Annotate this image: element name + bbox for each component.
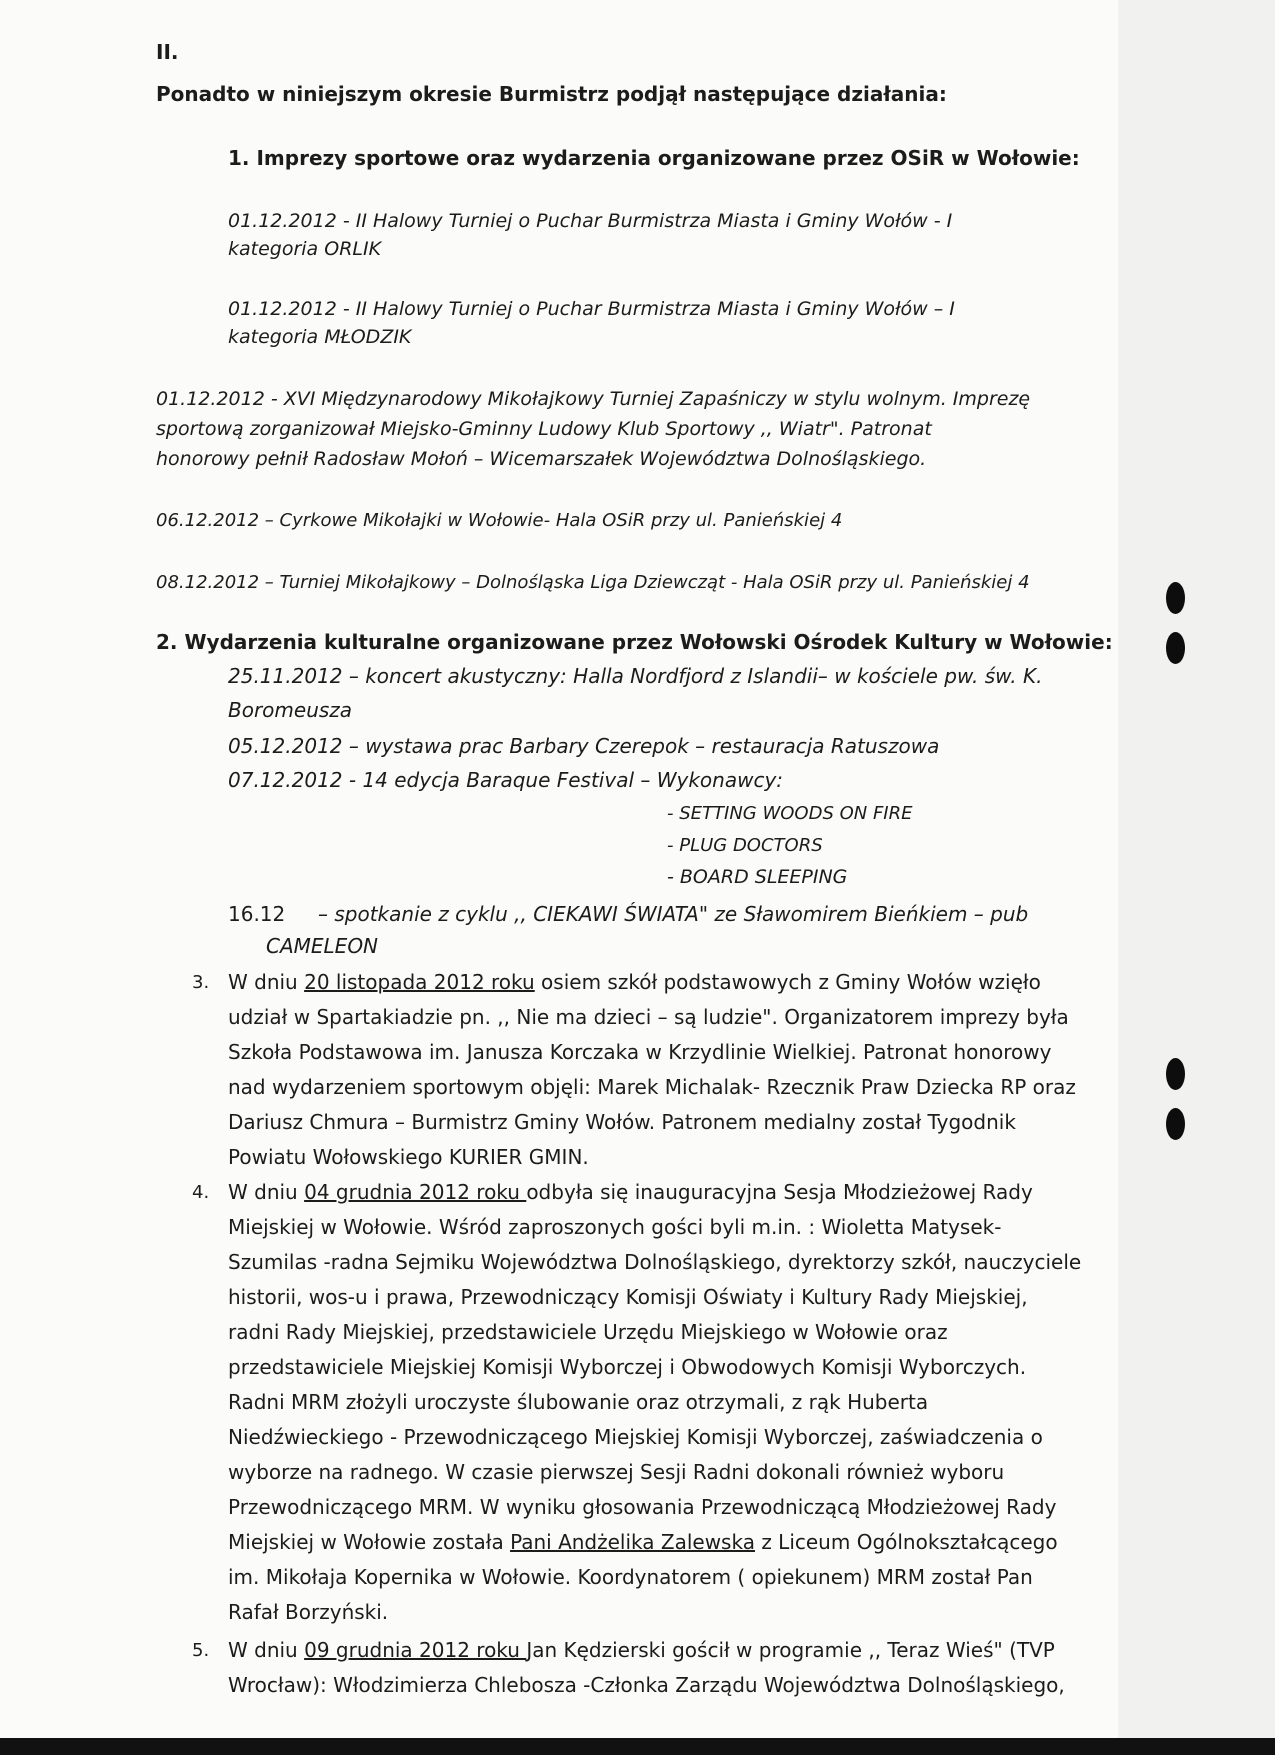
section-marker: II. bbox=[156, 40, 179, 64]
item-3-line-2: udział w Spartakiadzie pn. ,, Nie ma dzieci – są ludzie". Organizatorem imprezy była bbox=[228, 1005, 1069, 1029]
punch-hole bbox=[1166, 1058, 1185, 1090]
sport-event-3-line-3: honorowy pełnił Radosław Mołoń – Wicemarszałek Województwa Dolnośląskiego. bbox=[156, 448, 927, 470]
punch-hole bbox=[1166, 1108, 1185, 1140]
sport-event-1-line-2: kategoria ORLIK bbox=[228, 238, 382, 260]
item-4-line-6: przedstawiciele Miejskiej Komisji Wyborczej i Obwodowych Komisji Wyborczych. bbox=[228, 1355, 1027, 1379]
item-4-chairwoman-name: Pani Andżelika Zalewska bbox=[510, 1530, 755, 1554]
item-3-line-1: W dniu 20 listopada 2012 roku osiem szkół podstawowych z Gminy Wołów wzięło bbox=[228, 970, 1041, 994]
item-4-line-11: Miejskiej w Wołowie została Pani Andżelika Zalewska z Liceum Ogólnokształcącego bbox=[228, 1530, 1058, 1554]
punch-hole bbox=[1166, 632, 1185, 664]
item-5-date: 09 grudnia 2012 roku bbox=[304, 1638, 527, 1662]
sport-heading: 1. Imprezy sportowe oraz wydarzenia organizowane przez OSiR w Wołowie: bbox=[228, 146, 1080, 170]
culture-event-1-line-1: 25.11.2012 – koncert akustyczny: Halla Nordfjord z Islandii– w kościele pw. św. K. bbox=[228, 664, 1043, 688]
item-3-line-4: nad wydarzeniem sportowym objęli: Marek Michalak- Rzecznik Praw Dziecka RP oraz bbox=[228, 1075, 1076, 1099]
item-3-line-6: Powiatu Wołowskiego KURIER GMIN. bbox=[228, 1145, 589, 1169]
culture-event-2: 05.12.2012 – wystawa prac Barbary Czerepok – restauracja Ratuszowa bbox=[228, 734, 940, 758]
culture-heading: 2. Wydarzenia kulturalne organizowane przez Wołowski Ośrodek Kultury w Wołowie: bbox=[156, 630, 1113, 654]
item-3-line-5: Dariusz Chmura – Burmistrz Gminy Wołów. Patronem medialny został Tygodnik bbox=[228, 1110, 1016, 1134]
sport-event-2-line-2: kategoria MŁODZIK bbox=[228, 326, 412, 348]
intro-heading: Ponadto w niniejszym okresie Burmistrz podjął następujące działania: bbox=[156, 82, 947, 106]
item-4-line-12: im. Mikołaja Kopernika w Wołowie. Koordynatorem ( opiekunem) MRM został Pan bbox=[228, 1565, 1033, 1589]
item-4-line-8: Niedźwieckiego - Przewodniczącego Miejskiej Komisji Wyborczej, zaświadczenia o bbox=[228, 1425, 1043, 1449]
item-4-line-1: W dniu 04 grudnia 2012 roku odbyła się inauguracyjna Sesja Młodzieżowej Rady bbox=[228, 1180, 1033, 1204]
item-4-line-7: Radni MRM złożyli uroczyste ślubowanie oraz otrzymali, z rąk Huberta bbox=[228, 1390, 929, 1414]
item-3-number: 3. bbox=[192, 972, 210, 993]
sport-event-4: 06.12.2012 – Cyrkowe Mikołajki w Wołowie- Hala OSiR przy ul. Panieńskiej 4 bbox=[156, 510, 843, 531]
item-5-line-1: W dniu 09 grudnia 2012 roku Jan Kędzierski gościł w programie ,, Teraz Wieś" (TVP bbox=[228, 1638, 1055, 1662]
scanner-background bbox=[1118, 0, 1275, 1738]
culture-event-3: 07.12.2012 - 14 edycja Baraque Festival – Wykonawcy: bbox=[228, 768, 784, 792]
item-3-date: 20 listopada 2012 roku bbox=[304, 970, 535, 994]
item-5-number: 5. bbox=[192, 1640, 210, 1661]
sport-event-3-line-1: 01.12.2012 - XVI Międzynarodowy Mikołajkowy Turniej Zapaśniczy w stylu wolnym. Imprezę bbox=[156, 388, 1031, 410]
performer-1: - SETTING WOODS ON FIRE bbox=[667, 803, 913, 824]
item-3-line-3: Szkoła Podstawowa im. Janusza Korczaka w Krzydlinie Wielkiej. Patronat honorowy bbox=[228, 1040, 1052, 1064]
item-4-line-3: Szumilas -radna Sejmiku Województwa Dolnośląskiego, dyrektorzy szkół, nauczyciele bbox=[228, 1250, 1082, 1274]
performer-2: - PLUG DOCTORS bbox=[667, 835, 823, 856]
sport-event-2-line-1: 01.12.2012 - II Halowy Turniej o Puchar Burmistrza Miasta i Gminy Wołów – I bbox=[228, 298, 955, 320]
scan-bottom-edge bbox=[0, 1738, 1275, 1755]
item-4-line-4: historii, wos-u i prawa, Przewodniczący Komisji Oświaty i Kultury Rady Miejskiej, bbox=[228, 1285, 1028, 1309]
item-5-line-2: Wrocław): Włodzimierza Chlebosza -Członka Zarządu Województwa Dolnośląskiego, bbox=[228, 1673, 1065, 1697]
culture-event-1-line-2: Boromeusza bbox=[228, 698, 353, 722]
item-4-line-10: Przewodniczącego MRM. W wyniku głosowania Przewodniczącą Młodzieżowej Rady bbox=[228, 1495, 1057, 1519]
item-4-line-5: radni Rady Miejskiej, przedstawiciele Urzędu Miejskiego w Wołowie oraz bbox=[228, 1320, 948, 1344]
culture-event-4-line-1: – spotkanie z cyklu ,, CIEKAWI ŚWIATA" ze Sławomirem Bieńkiem – pub bbox=[318, 902, 1029, 926]
punch-hole bbox=[1166, 582, 1185, 614]
item-4-number: 4. bbox=[192, 1182, 210, 1203]
culture-event-4-date: 16.12 bbox=[228, 902, 286, 926]
item-4-date: 04 grudnia 2012 roku bbox=[304, 1180, 527, 1204]
item-4-line-13: Rafał Borzyński. bbox=[228, 1600, 389, 1624]
sport-event-5: 08.12.2012 – Turniej Mikołajkowy – Dolnośląska Liga Dziewcząt - Hala OSiR przy ul. Panieńskiej 4 bbox=[156, 572, 1030, 593]
culture-event-4-line-2: CAMELEON bbox=[266, 934, 379, 958]
item-4-line-9: wyborze na radnego. W czasie pierwszej Sesji Radni dokonali również wyboru bbox=[228, 1460, 1005, 1484]
sport-event-3-line-2: sportową zorganizował Miejsko-Gminny Ludowy Klub Sportowy ,, Wiatr". Patronat bbox=[156, 418, 932, 440]
sport-event-1-line-1: 01.12.2012 - II Halowy Turniej o Puchar Burmistrza Miasta i Gminy Wołów - I bbox=[228, 210, 953, 232]
performer-3: - BOARD SLEEPING bbox=[667, 866, 848, 888]
item-4-line-2: Miejskiej w Wołowie. Wśród zaproszonych gości byli m.in. : Wioletta Matysek- bbox=[228, 1215, 1002, 1239]
